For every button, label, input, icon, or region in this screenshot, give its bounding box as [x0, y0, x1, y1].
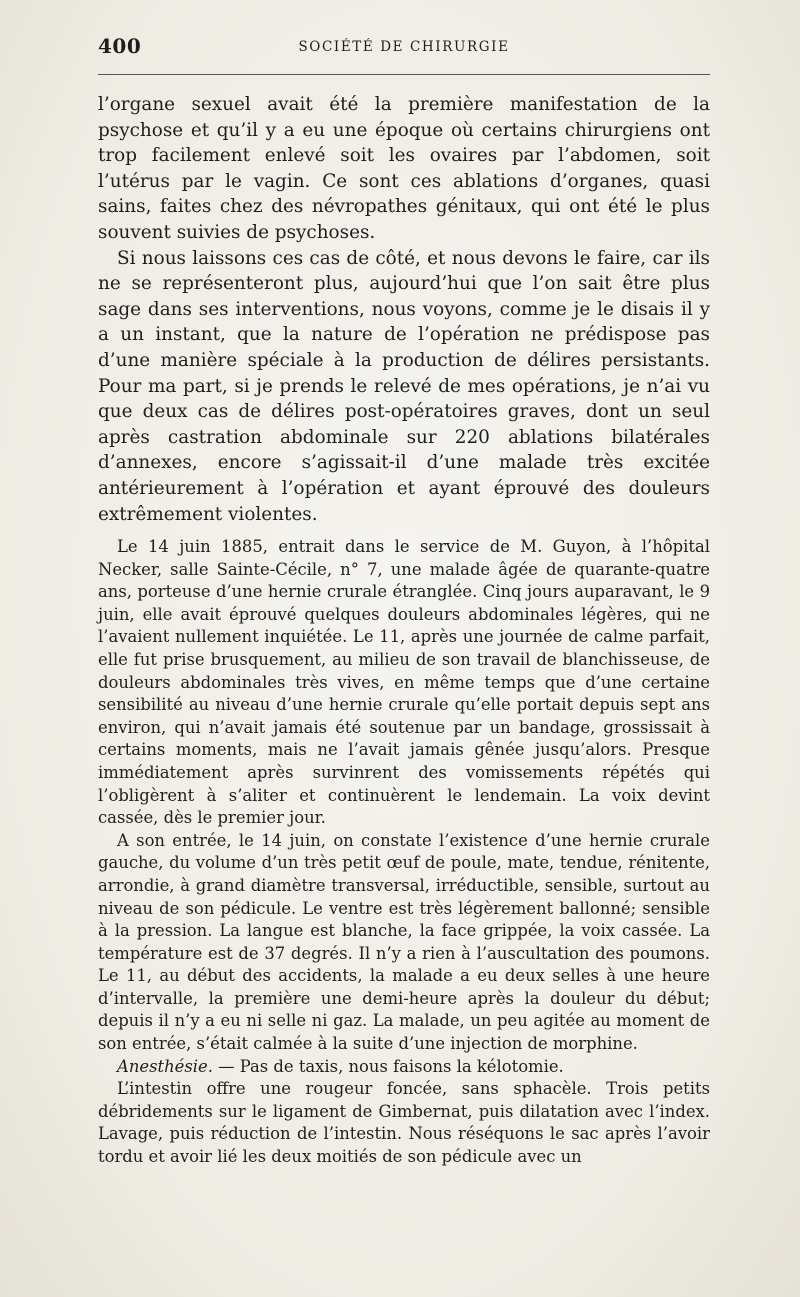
- discussion-section: [98, 92, 710, 527]
- page-number: 400: [98, 34, 142, 58]
- observation-paragraph: Le 14 juin 1885, entrait dans le service de M. Guyon, à l’hôpital Necker, salle Sainte-Cécile, n° 7, une malade âgée de quarante-quatre ans, porteuse d’une hernie crurale étranglée. Cinq jours auparavant, le 9 juin, elle avait éprouvé quelques douleurs abdominales légères, qui ne l’avaient nullement inquiétée. Le 11, après une journée de calme parfait, elle fut prise brusquement, au milieu de son travail de blanchisseuse, de douleurs abdominales très vives, en même temps que d’une certaine sensibilité au niveau d’une hernie crurale qu’elle portait depuis sept ans environ, qui n’avait jamais été soutenue par un bandage, grossissait à certains moments, mais ne l’avait jamais gênée jusqu’alors. Presque immédiatement après survinrent des vomissements répétés qui l’obligèrent à s’aliter et continuèrent le lendemain. La voix devint cassée, dès le premier jour.: [98, 537, 710, 828]
- discussion-paragraph: l’organe sexuel avait été la première manifestation de la psychose et qu’il y a eu une époque où certains chirurgiens ont trop facilement enlevé soit les ovaires par l’abdomen, soit l’utérus par le vagin. Ce sont ces ablations d’organes, quasi sains, faites chez des névropathes génitaux, qui ont été le plus souvent suivies de psychoses.: [98, 94, 710, 243]
- anesthesia-text: — Pas de taxis, nous faisons la kélotomie.: [212, 1056, 564, 1076]
- anesthesia-paragraph: [98, 1056, 710, 1079]
- header-rule: [98, 74, 710, 75]
- discussion-paragraph: Si nous laissons ces cas de côté, et nous devons le faire, car ils ne se représenteront plus, aujourd’hui que l’on sait être plus sage dans ses interventions, nous voyons, comme je le disais il y a un instant, que la nature de l’opération ne prédispose pas d’une manière spéciale à la production de délires persistants. Pour ma part, si je prends le relevé de mes opérations, je n’ai vu que deux cas de délires post-opératoires graves, dont un seul après castration abdominale sur 220 ablations bilatérales d’annexes, encore s’agissait-il d’une malade très excitée antérieurement à l’opération et ayant éprouvé des douleurs extrêmement violentes.: [98, 247, 710, 525]
- observation-section: [98, 536, 710, 1169]
- anesthesia-label: Anesthésie.: [117, 1056, 213, 1076]
- running-title: SOCIÉTÉ DE CHIRURGIE: [298, 39, 510, 55]
- observation-paragraph: L’intestin offre une rougeur foncée, sans sphacèle. Trois petits débridements sur le ligament de Gimbernat, puis dilatation avec l’index. Lavage, puis réduction de l’intestin. Nous réséquons le sac après l’avoir tordu et avoir lié les deux moitiés de son pédicule avec un: [98, 1079, 710, 1167]
- observation-paragraph: A son entrée, le 14 juin, on constate l’existence d’une hernie crurale gauche, du volume d’un très petit œuf de poule, mate, tendue, rénitente, arrondie, à grand diamètre transversal, irréductible, sensible, surtout au niveau de son pédicule. Le ventre est très légèrement ballonné; sensible à la pression. La langue est blanche, la face grippée, la voix cassée. La température est de 37 degrés. Il n’y a rien à l’auscultation des poumons. Le 11, au début des accidents, la malade a eu deux selles à une heure d’intervalle, la première une demi-heure après la douleur du début; depuis il n’y a eu ni selle ni gaz. La malade, un peu agitée au moment de son entrée, s’était calmée à la suite d’une injection de morphine.: [98, 830, 710, 1054]
- page-header: [98, 34, 710, 62]
